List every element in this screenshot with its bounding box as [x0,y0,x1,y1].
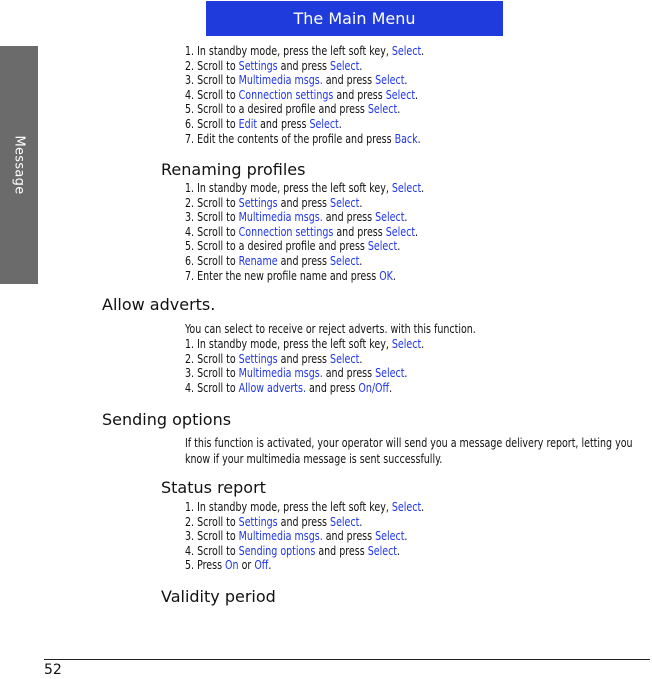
step-text: . [392,268,396,283]
validity-period-heading: Validity period [161,587,276,606]
menu-keyword: Select [329,253,360,268]
step-text: 4. Scroll to [185,87,239,102]
step-text: . [404,73,408,88]
step-item [185,88,424,103]
menu-keyword: Select [375,366,405,381]
step-text: . [359,195,363,210]
menu-keyword: Multimedia msgs. [238,210,323,225]
menu-keyword: On [225,558,239,573]
step-text: 6. Scroll to [185,253,239,268]
status-report-heading: Status report [161,478,266,497]
step-text: . [397,543,401,558]
menu-keyword: Edit [238,116,258,131]
menu-keyword: Multimedia msgs. [238,529,323,544]
step-text: 2. Scroll to [185,514,239,529]
step-text: . [415,224,419,239]
menu-keyword: Select [330,351,360,366]
menu-keyword: Rename [238,253,278,268]
step-item [185,515,424,530]
step-item [185,239,424,254]
step-text: . [359,58,363,73]
allow-adverts-steps [185,337,457,395]
menu-keyword: Settings [238,195,278,210]
step-text: 7. Enter the new profile name and press [185,268,380,283]
step-text: 1. In standby mode, press the left soft key, [185,337,392,351]
menu-keyword: OK [379,268,393,283]
step-item [185,254,424,269]
step-item [185,500,424,515]
step-text: 4. Scroll to [185,380,239,395]
step-item [185,196,424,211]
menu-keyword: Select [375,73,405,88]
step-text: . [404,210,408,225]
menu-keyword: Settings [238,58,278,73]
step-text: and press [277,253,330,268]
renaming-profiles-heading: Renaming profiles [161,160,306,179]
step-text: or [238,558,255,573]
step-text: and press [322,73,376,88]
step-item [185,558,424,573]
step-text: . [268,558,272,573]
step-text: . [359,514,363,529]
step-text: . [421,181,425,195]
step-text: . [359,253,363,268]
menu-keyword: Connection settings [238,224,334,239]
step-text: 6. Scroll to [185,116,239,131]
step-item [185,225,424,240]
step-text: . [397,102,401,117]
step-text: . [404,529,408,544]
menu-keyword: Select [330,514,360,529]
step-item [185,181,424,196]
menu-keyword: Select [385,87,416,102]
step-item [185,44,424,59]
menu-keyword: Select [367,543,398,558]
menu-keyword: Select [385,224,416,239]
step-text: 1. In standby mode, press the left soft key, [185,44,392,58]
step-text: and press [333,87,386,102]
sending-options-intro: If this function is activated, your operator will send you a message delivery report, letting you know if your multimedia message is sent successfully. [185,436,633,466]
step-text: 4. Scroll to [185,543,239,558]
step-item [185,366,424,381]
step-text: . [421,337,425,351]
step-item [185,210,424,225]
step-text: 7. Edit the contents of the profile and press [185,131,395,146]
step-text: and press [277,58,331,73]
step-text: 2. Scroll to [185,351,239,366]
menu-keyword: Select [391,44,422,58]
status-report-steps [185,500,457,573]
step-text: . [389,380,393,395]
step-text: and press [322,529,376,544]
step-item [185,102,424,117]
step-text: 3. Scroll to [185,529,239,544]
menu-keyword: Select [330,195,360,210]
step-text: . [421,500,425,514]
step-text: 5. Scroll to a desired profile and press [185,239,368,254]
chapter-banner: The Main Menu [206,1,503,36]
menu-keyword: Settings [238,514,278,529]
step-text: and press [315,543,368,558]
step-text: . [404,366,408,381]
step-text: . [415,87,419,102]
menu-keyword: Select [367,102,398,117]
step-item [185,132,424,147]
step-text: 3. Scroll to [185,366,239,381]
step-item [185,59,424,74]
menu-keyword: Select [309,116,339,131]
step-text: and press [322,366,376,381]
step-text: and press [322,210,376,225]
renaming-profiles-steps [185,181,457,283]
allow-adverts-intro: You can select to receive or reject adverts. with this function. [185,322,476,336]
step-text: 2. Scroll to [185,58,239,73]
step-text: 1. In standby mode, press the left soft key, [185,181,392,195]
menu-keyword: Sending options [238,543,316,558]
step-text: 1. In standby mode, press the left soft key, [185,500,392,514]
step-item [185,269,424,284]
menu-keyword: Select [391,337,422,351]
step-text: and press [277,514,331,529]
step-item [185,381,424,396]
step-text: and press [305,380,359,395]
menu-keyword: Settings [238,351,278,366]
step-text: 5. Scroll to a desired profile and press [185,102,368,117]
menu-keyword: Allow adverts. [238,380,306,395]
menu-keyword: On/Off [358,380,390,395]
side-tab-label: Message [11,135,27,195]
step-text: 4. Scroll to [185,224,239,239]
step-item [185,544,424,559]
step-text: . [417,131,421,146]
step-text: . [359,351,363,366]
menu-keyword: Multimedia msgs. [238,366,323,381]
menu-keyword: Connection settings [238,87,334,102]
step-text: 3. Scroll to [185,73,239,88]
step-item [185,73,424,88]
step-item [185,352,424,367]
step-text: . [421,44,425,58]
menu-keyword: Select [375,529,405,544]
menu-keyword: Off [254,558,269,573]
step-item [185,117,424,132]
section-side-tab [0,46,38,284]
menu-keyword: Back [394,131,418,146]
menu-keyword: Select [391,181,422,195]
allow-adverts-heading: Allow adverts. [102,295,216,314]
step-text: and press [333,224,386,239]
step-text: 3. Scroll to [185,210,239,225]
footer-rule [44,659,650,660]
edit-profile-steps [185,44,457,146]
menu-keyword: Select [330,58,360,73]
menu-keyword: Multimedia msgs. [238,73,323,88]
step-item [185,337,424,352]
step-text: and press [257,116,310,131]
step-text: 5. Press [185,558,226,573]
step-text: 2. Scroll to [185,195,239,210]
menu-keyword: Select [391,500,422,514]
menu-keyword: Select [375,210,405,225]
step-text: . [397,239,401,254]
menu-keyword: Select [367,239,398,254]
step-text: and press [277,351,331,366]
step-item [185,529,424,544]
page-number: 52 [44,662,62,678]
sending-options-heading: Sending options [102,410,232,429]
step-text: and press [277,195,331,210]
step-text: . [338,116,342,131]
